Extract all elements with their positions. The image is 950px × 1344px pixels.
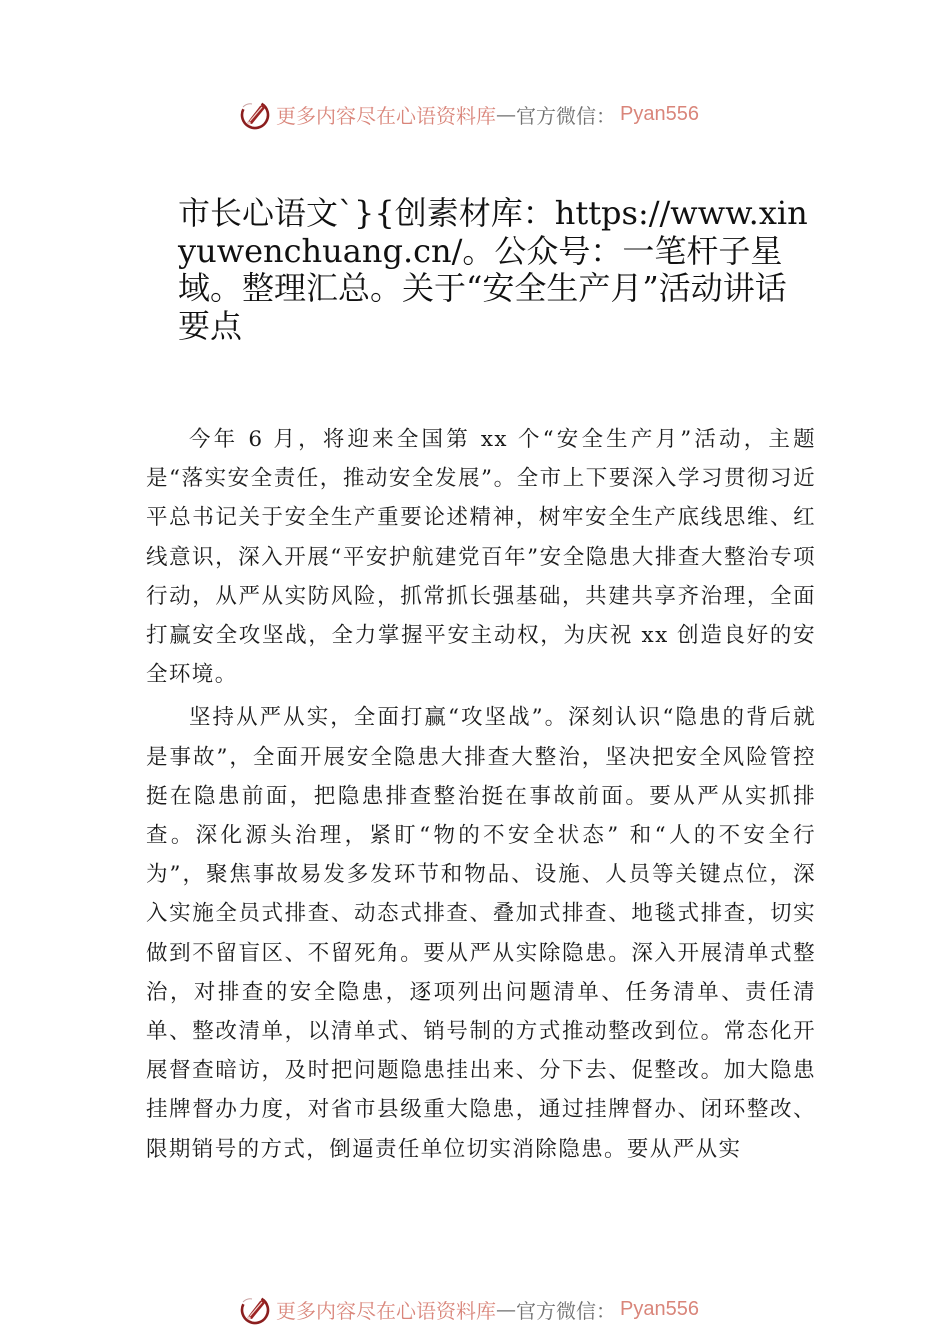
- paragraph-1: 今年 6 月，将迎来全国第 xx 个“安全生产月”活动，主题是“落实安全责任，推动安全发展”。全市上下要深入学习贯彻习近平总书记关于安全生产重要论述精神，树牢安全生产底线思维、红线意识，深入开展“平安护航建党百年”安全隐患大排查大整治专项行动，从严从实防风险，抓常抓长强基础，共建共享齐治理，全面打赢安全攻坚战，全力掌握平安主动权，为庆祝 xx 创造良好的安全环境。: [146, 427, 816, 688]
- banner-wechat-label: 官方微信：: [516, 103, 616, 128]
- quill-pen-logo-icon: [238, 97, 272, 131]
- paragraph-2: 坚持从严从实，全面打赢“攻坚战”。深刻认识“隐患的背后就是事故”，全面开展安全隐患大排查大整治，坚决把安全风险管控挺在隐患前面，把隐患排查整治挺在事故前面。要从严从实抓排查。深化源头治理，紧盯“物的不安全状态” 和“人的不安全行为”，聚焦事故易发多发环节和物品、设施、人员等关键点位，深入实施全员式排查、动态式排查、叠加式排查、地毯式排查，切实做到不留盲区、不留死角。要从严从实除隐患。深入开展清单式整治，对排查的安全隐患，逐项列出问题清单、任务清单、责任清单、整改清单，以清单式、销号制的方式推动整改到位。常态化开展督查暗访，及时把问题隐患挂出来、分下去、促整改。加大隐患挂牌督办力度，对省市县级重大隐患，通过挂牌督办、闭环整改、限期销号的方式，倒逼责任单位切实消除隐患。要从严从实: [146, 705, 816, 1162]
- banner-separator: —: [496, 1297, 516, 1321]
- banner-separator: —: [496, 102, 516, 126]
- footer-banner: [238, 1289, 699, 1329]
- quill-pen-logo-icon: [238, 1292, 272, 1326]
- document-title: 市长心语文`}{创素材库：https://www.xinyuwenchuang.cn/。公众号：一笔杆子星域。整理汇总。关于“安全生产月”活动讲话要点: [178, 194, 808, 345]
- document-body: [146, 420, 816, 1169]
- banner-library-text: 更多内容尽在心语资料库: [276, 103, 496, 128]
- header-banner: [238, 94, 699, 134]
- banner-wechat-label: 官方微信：: [516, 1298, 616, 1323]
- banner-wechat-id: Pyan556: [620, 102, 699, 125]
- banner-library-text: 更多内容尽在心语资料库: [276, 1298, 496, 1323]
- banner-wechat-id: Pyan556: [620, 1297, 699, 1320]
